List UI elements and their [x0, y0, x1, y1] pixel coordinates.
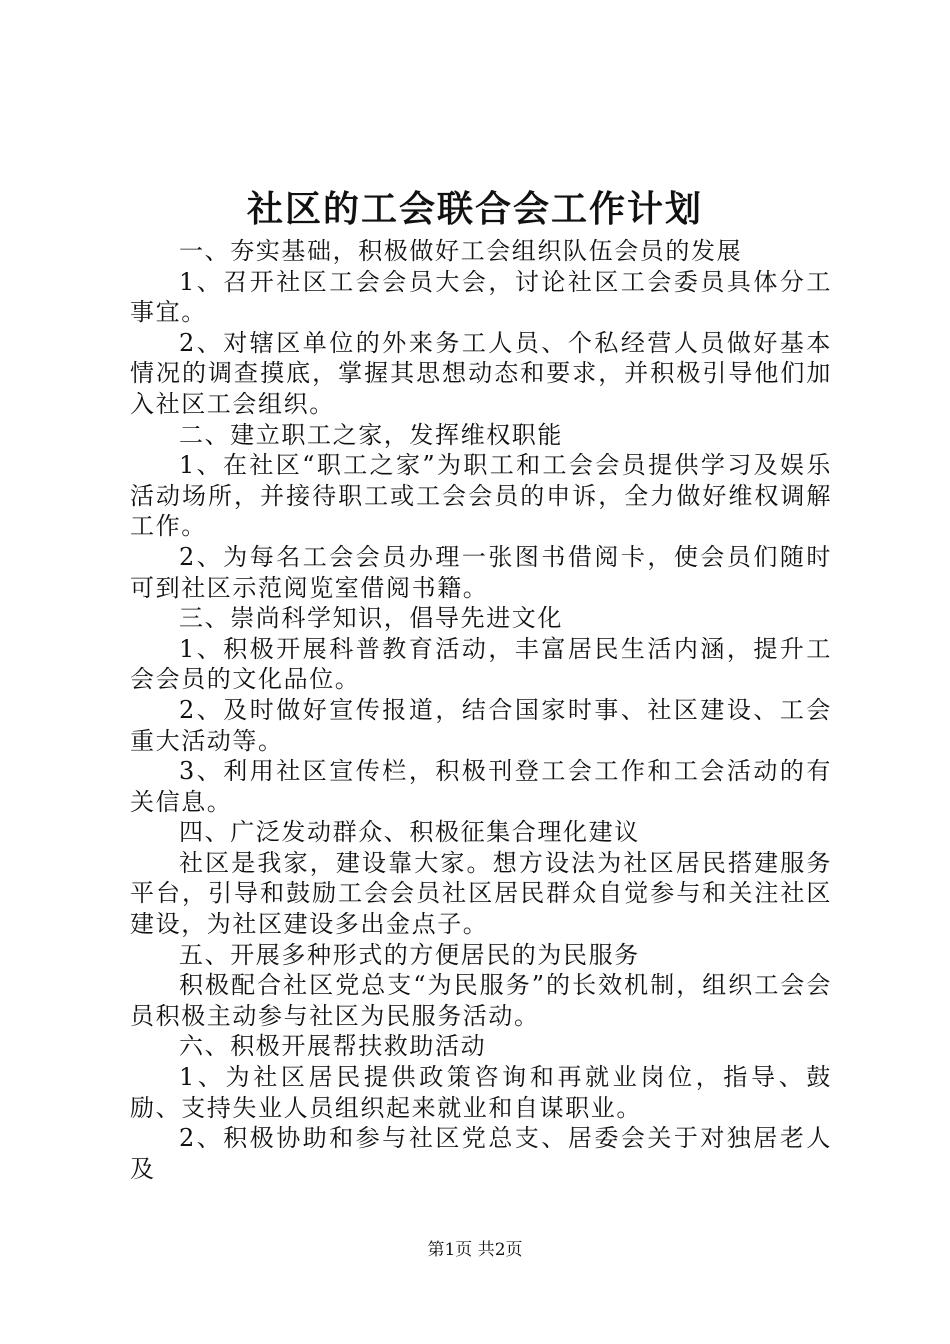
section-heading-2: 二、建立职工之家，发挥维权职能 — [179, 420, 563, 449]
document-body — [130, 236, 832, 1184]
paragraph: 1、为社区居民提供政策咨询和再就业岗位，指导、鼓励、支持失业人员组织起来就业和自谋职业。 — [130, 1063, 832, 1122]
section-heading-3: 三、崇尚科学知识，倡导先进文化 — [179, 604, 563, 633]
paragraph: 2、积极协助和参与社区党总支、居委会关于对独居老人及 — [130, 1124, 832, 1183]
section-heading-5: 五、开展多种形式的方便居民的为民服务 — [179, 940, 640, 969]
paragraph: 2、及时做好宣传报道，结合国家时事、社区建设、工会重大活动等。 — [130, 695, 832, 755]
paragraph: 3、利用社区宣传栏，积极刊登工会工作和工会活动的有关信息。 — [130, 757, 832, 816]
document-title: 社区的工会联合会工作计划 — [246, 188, 703, 230]
section-heading-4: 四、广泛发动群众、积极征集合理化建议 — [179, 818, 640, 847]
section-heading-1: 一、夯实基础，积极做好工会组织队伍会员的发展 — [179, 237, 743, 265]
paragraph: 1、在社区“职工之家”为职工和工会会员提供学习及娱乐活动场所，并接待职工或工会会员的申诉，全力做好维权调解工作。 — [130, 451, 832, 541]
paragraph: 社区是我家，建设靠大家。想方设法为社区居民搭建服务平台，引导和鼓励工会会员社区居民群众自觉参与和关注社区建设，为社区建设多出金点子。 — [130, 848, 832, 939]
paragraph: 1、召开社区工会会员大会，讨论社区工会委员具体分工事宜。 — [130, 267, 832, 327]
page-footer: 第1页 共2页 — [427, 1240, 523, 1260]
paragraph: 2、为每名工会会员办理一张图书借阅卡，使会员们随时可到社区示范阅览室借阅书籍。 — [130, 542, 832, 602]
paragraph: 1、积极开展科普教育活动，丰富居民生活内涵，提升工会会员的文化品位。 — [130, 634, 832, 694]
paragraph: 2、对辖区单位的外来务工人员、个私经营人员做好基本情况的调查摸底，掌握其思想动态和要求，并积极引导他们加入社区工会组织。 — [130, 328, 832, 418]
section-heading-6: 六、积极开展帮扶救助活动 — [179, 1032, 487, 1061]
paragraph: 积极配合社区党总支“为民服务”的长效机制，组织工会会员积极主动参与社区为民服务活动。 — [130, 971, 832, 1030]
